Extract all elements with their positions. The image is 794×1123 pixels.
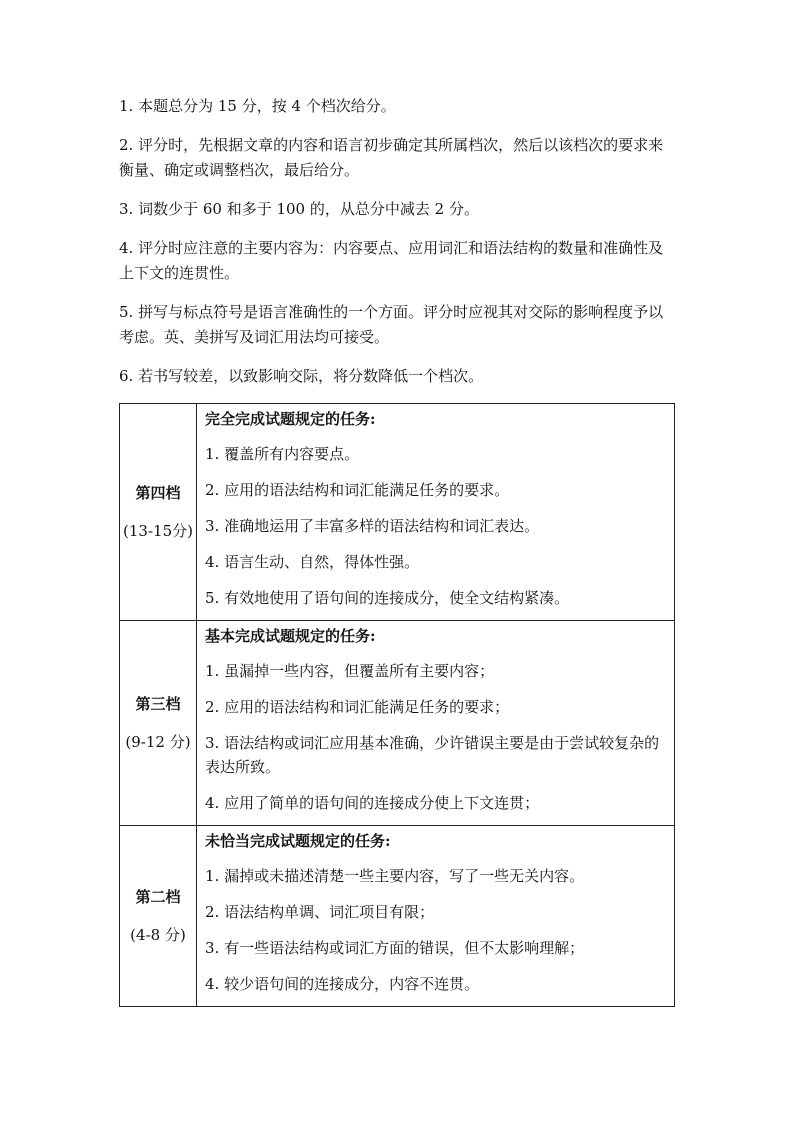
- level-heading: 未恰当完成试题规定的任务:: [205, 832, 391, 850]
- criterion: 2. 语法结构单调、词汇项目有限；: [205, 903, 435, 921]
- note-3: 3. 词数少于 60 和多于 100 的，从总分中减去 2 分。: [119, 200, 479, 218]
- level-score: (13-15分): [123, 522, 193, 540]
- level-name: 第四档: [135, 484, 181, 502]
- criterion: 1. 覆盖所有内容要点。: [205, 445, 360, 463]
- rubric-table: [119, 403, 675, 1007]
- criterion: 1. 虽漏掉一些内容，但覆盖所有主要内容；: [205, 662, 495, 680]
- criterion: 3. 语法结构或词汇应用基本准确，少许错误主要是由于尝试较复杂的表达所致。: [205, 734, 660, 776]
- level-heading: 完全完成试题规定的任务:: [205, 410, 376, 428]
- level-cell: [120, 404, 197, 621]
- rubric-row-level-3: [120, 621, 675, 826]
- level-name: 第三档: [135, 695, 181, 713]
- note-6: 6. 若书写较差，以致影响交际，将分数降低一个档次。: [119, 367, 484, 385]
- criterion: 2. 应用的语法结构和词汇能满足任务的要求；: [205, 698, 510, 716]
- note-1: 1. 本题总分为 15 分，按 4 个档次给分。: [119, 97, 396, 115]
- level-heading: 基本完成试题规定的任务:: [205, 627, 376, 645]
- level-cell: [120, 826, 197, 1007]
- rubric-row-level-2: [120, 826, 675, 1007]
- criterion: 5. 有效地使用了语句间的连接成分，使全文结构紧凑。: [205, 589, 570, 607]
- criterion: 4. 应用了简单的语句间的连接成分使上下文连贯；: [205, 794, 540, 812]
- criterion: 3. 有一些语法结构或词汇方面的错误，但不太影响理解；: [205, 939, 585, 957]
- level-score: (9-12 分): [125, 733, 191, 751]
- criterion: 3. 准确地运用了丰富多样的语法结构和词汇表达。: [205, 517, 540, 535]
- level-description: [197, 404, 675, 621]
- note-2: 2. 评分时，先根据文章的内容和语言初步确定其所属档次，然后以该档次的要求来衡量、确定或调整档次，最后给分。: [119, 136, 664, 179]
- criterion: 4. 语言生动、自然，得体性强。: [205, 553, 420, 571]
- criterion: 1. 漏掉或未描述清楚一些主要内容，写了一些无关内容。: [205, 867, 585, 885]
- scoring-notes: [119, 94, 675, 389]
- level-description: [197, 826, 675, 1007]
- note-4: 4. 评分时应注意的主要内容为：内容要点、应用词汇和语法结构的数量和准确性及上下文的连贯性。: [119, 239, 664, 282]
- document-body: [119, 94, 675, 1007]
- rubric-row-level-4: [120, 404, 675, 621]
- criterion: 2. 应用的语法结构和词汇能满足任务的要求。: [205, 481, 510, 499]
- criterion: 4. 较少语句间的连接成分，内容不连贯。: [205, 975, 480, 993]
- level-score: (4-8 分): [130, 926, 186, 944]
- level-description: [197, 621, 675, 826]
- level-name: 第二档: [135, 888, 181, 906]
- level-cell: [120, 621, 197, 826]
- note-5: 5. 拼写与标点符号是语言准确性的一个方面。评分时应视其对交际的影响程度予以考虑。英、美拼写及词汇用法均可接受。: [119, 303, 664, 346]
